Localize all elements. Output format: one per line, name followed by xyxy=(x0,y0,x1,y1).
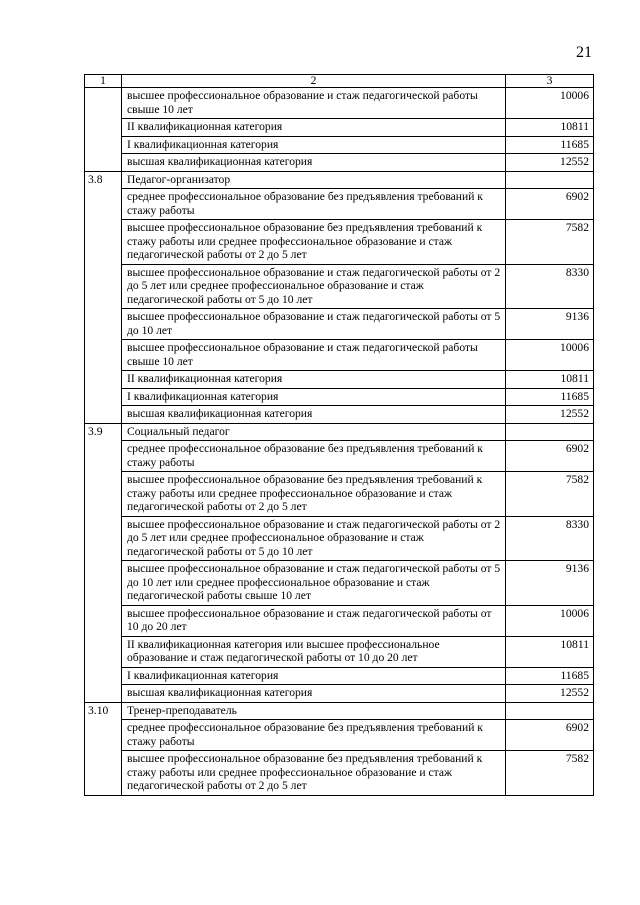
table-row xyxy=(85,88,594,119)
table-row xyxy=(85,636,594,667)
row-number xyxy=(85,720,122,751)
row-description: высшее профессиональное образование и стаж педагогической работы свыше 10 лет xyxy=(122,88,506,119)
row-description: высшая квалификационная категория xyxy=(122,685,506,703)
table-row xyxy=(85,751,594,796)
row-value: 10811 xyxy=(506,636,594,667)
row-value: 11685 xyxy=(506,388,594,406)
row-description: I квалификационная категория xyxy=(122,136,506,154)
column-header-1: 1 xyxy=(85,75,122,88)
column-header-2: 2 xyxy=(122,75,506,88)
row-description: II квалификационная категория xyxy=(122,119,506,137)
table-row xyxy=(85,264,594,309)
row-value: 10811 xyxy=(506,119,594,137)
row-value: 9136 xyxy=(506,309,594,340)
table-body xyxy=(85,88,594,796)
row-number: 3.10 xyxy=(85,702,122,720)
table-row xyxy=(85,516,594,561)
row-value: 11685 xyxy=(506,667,594,685)
column-header-3: 3 xyxy=(506,75,594,88)
row-number xyxy=(85,136,122,154)
row-value: 10006 xyxy=(506,605,594,636)
row-value: 7582 xyxy=(506,220,594,265)
table-row xyxy=(85,406,594,424)
table-header-row xyxy=(85,75,594,88)
row-value xyxy=(506,171,594,189)
table-row xyxy=(85,388,594,406)
row-description: высшее профессиональное образование без предъявления требований к стажу работы или среднее профессиональное образование и стаж педагогической работы от 2 до 5 лет xyxy=(122,472,506,517)
row-value: 7582 xyxy=(506,472,594,517)
row-description: II квалификационная категория xyxy=(122,371,506,389)
section-title: Социальный педагог xyxy=(122,423,506,441)
table-row xyxy=(85,340,594,371)
row-number xyxy=(85,119,122,137)
table-row xyxy=(85,720,594,751)
row-value: 6902 xyxy=(506,441,594,472)
section-row xyxy=(85,171,594,189)
row-description: среднее профессиональное образование без предъявления требований к стажу работы xyxy=(122,441,506,472)
row-number xyxy=(85,88,122,119)
row-description: высшая квалификационная категория xyxy=(122,406,506,424)
row-description: высшее профессиональное образование и стаж педагогической работы от 5 до 10 лет или среднее профессиональное образование и стаж педагогической работы свыше 10 лет xyxy=(122,561,506,606)
table-row xyxy=(85,136,594,154)
row-description: высшее профессиональное образование и стаж педагогической работы от 2 до 5 лет или среднее профессиональное образование и стаж педагогической работы от 5 до 10 лет xyxy=(122,264,506,309)
table-row xyxy=(85,685,594,703)
row-number xyxy=(85,751,122,796)
row-number xyxy=(85,220,122,265)
row-number xyxy=(85,154,122,172)
row-number xyxy=(85,472,122,517)
row-description: II квалификационная категория или высшее профессиональное образование и стаж педагогической работы от 10 до 20 лет xyxy=(122,636,506,667)
section-title: Тренер-преподаватель xyxy=(122,702,506,720)
row-value: 10811 xyxy=(506,371,594,389)
row-description: высшее профессиональное образование и стаж педагогической работы от 10 до 20 лет xyxy=(122,605,506,636)
row-number xyxy=(85,636,122,667)
table-row xyxy=(85,154,594,172)
row-number xyxy=(85,667,122,685)
row-value: 12552 xyxy=(506,154,594,172)
table-row xyxy=(85,119,594,137)
table-row xyxy=(85,371,594,389)
table-row xyxy=(85,561,594,606)
table-row xyxy=(85,189,594,220)
row-number: 3.9 xyxy=(85,423,122,441)
row-description: среднее профессиональное образование без предъявления требований к стажу работы xyxy=(122,720,506,751)
row-description: высшее профессиональное образование без предъявления требований к стажу работы или среднее профессиональное образование и стаж педагогической работы от 2 до 5 лет xyxy=(122,751,506,796)
row-description: высшее профессиональное образование и стаж педагогической работы от 5 до 10 лет xyxy=(122,309,506,340)
row-value xyxy=(506,423,594,441)
row-description: высшее профессиональное образование и стаж педагогической работы свыше 10 лет xyxy=(122,340,506,371)
row-description: высшее профессиональное образование и стаж педагогической работы от 2 до 5 лет или среднее профессиональное образование и стаж педагогической работы от 5 до 10 лет xyxy=(122,516,506,561)
row-description: высшее профессиональное образование без предъявления требований к стажу работы или среднее профессиональное образование и стаж педагогической работы от 2 до 5 лет xyxy=(122,220,506,265)
table-row xyxy=(85,667,594,685)
salary-table xyxy=(84,74,594,796)
table-row xyxy=(85,309,594,340)
row-value: 10006 xyxy=(506,88,594,119)
row-number xyxy=(85,561,122,606)
row-number xyxy=(85,189,122,220)
row-number xyxy=(85,371,122,389)
table-row xyxy=(85,472,594,517)
row-number xyxy=(85,516,122,561)
row-value: 8330 xyxy=(506,264,594,309)
section-row xyxy=(85,423,594,441)
row-number xyxy=(85,264,122,309)
table-row xyxy=(85,605,594,636)
row-number: 3.8 xyxy=(85,171,122,189)
row-value: 9136 xyxy=(506,561,594,606)
row-number xyxy=(85,406,122,424)
row-value: 8330 xyxy=(506,516,594,561)
row-description: среднее профессиональное образование без предъявления требований к стажу работы xyxy=(122,189,506,220)
table-row xyxy=(85,220,594,265)
row-value: 10006 xyxy=(506,340,594,371)
section-title: Педагог-организатор xyxy=(122,171,506,189)
row-number xyxy=(85,309,122,340)
row-value: 12552 xyxy=(506,406,594,424)
row-number xyxy=(85,388,122,406)
row-value: 7582 xyxy=(506,751,594,796)
table-row xyxy=(85,441,594,472)
row-description: высшая квалификационная категория xyxy=(122,154,506,172)
row-number xyxy=(85,605,122,636)
row-description: I квалификационная категория xyxy=(122,388,506,406)
row-value: 6902 xyxy=(506,720,594,751)
row-description: I квалификационная категория xyxy=(122,667,506,685)
row-value: 6902 xyxy=(506,189,594,220)
row-number xyxy=(85,685,122,703)
row-number xyxy=(85,441,122,472)
row-value: 11685 xyxy=(506,136,594,154)
row-number xyxy=(85,340,122,371)
page-number: 21 xyxy=(576,44,592,61)
section-row xyxy=(85,702,594,720)
row-value: 12552 xyxy=(506,685,594,703)
row-value xyxy=(506,702,594,720)
